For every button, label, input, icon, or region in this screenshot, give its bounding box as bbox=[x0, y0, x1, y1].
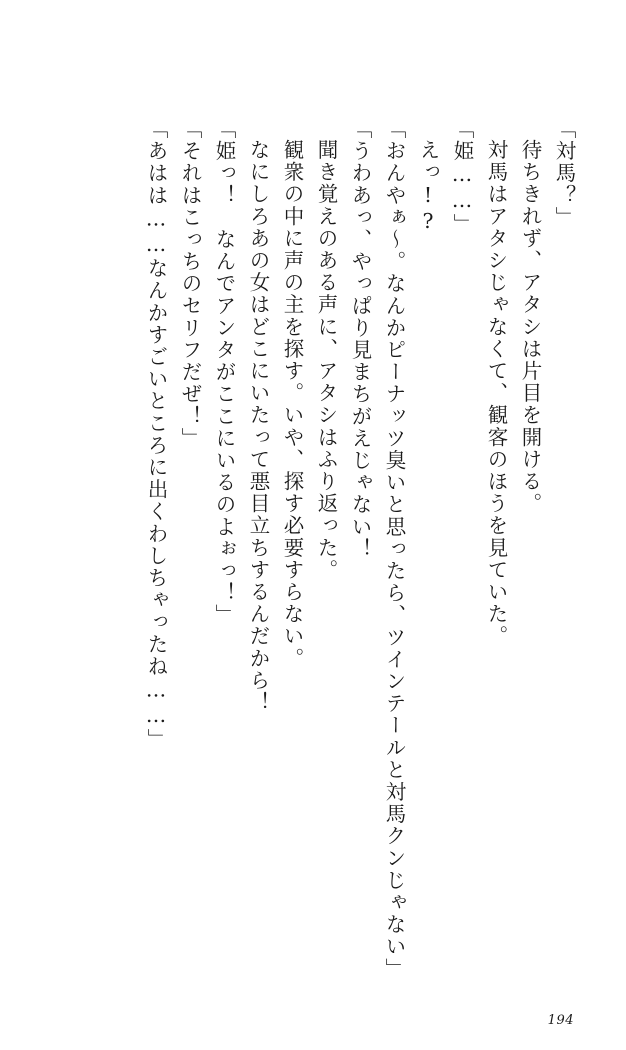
text-line: 待ちきれず、アタシは片目を開ける。 bbox=[518, 139, 542, 515]
text-line: 「あはは……なんかすごいところに出くわしちゃったね……」 bbox=[144, 118, 168, 751]
text-line: なにしろあの女はどこにいたって悪目立ちするんだから！ bbox=[246, 139, 270, 714]
text-line: 聞き覚えのある声に、アタシはふり返った。 bbox=[314, 139, 338, 581]
text-line: 「おんやぁ～。なんかピーナッツ臭いと思ったら、ツインテールと対馬クンじゃない」 bbox=[382, 118, 406, 980]
text-line: 「対馬？」 bbox=[552, 118, 576, 229]
text-line: えっ!? bbox=[416, 139, 440, 235]
text-line: 「うわあっ、やっぱり見まちがえじゃない！ bbox=[348, 118, 372, 560]
text-line: 観衆の中に声の主を探す。いや、探す必要すらない。 bbox=[280, 139, 304, 670]
vertical-text-block bbox=[52, 118, 576, 980]
text-line: 「姫っ！ なんでアンタがここにいるのよぉっ！」 bbox=[212, 118, 236, 627]
text-line: 「姫……」 bbox=[450, 118, 474, 236]
text-line: 対馬はアタシじゃなくて、観客のほうを見ていた。 bbox=[484, 139, 508, 648]
page-number: 194 bbox=[547, 1013, 574, 1028]
text-line: 「それはこっちのセリフだぜ！」 bbox=[178, 118, 202, 450]
